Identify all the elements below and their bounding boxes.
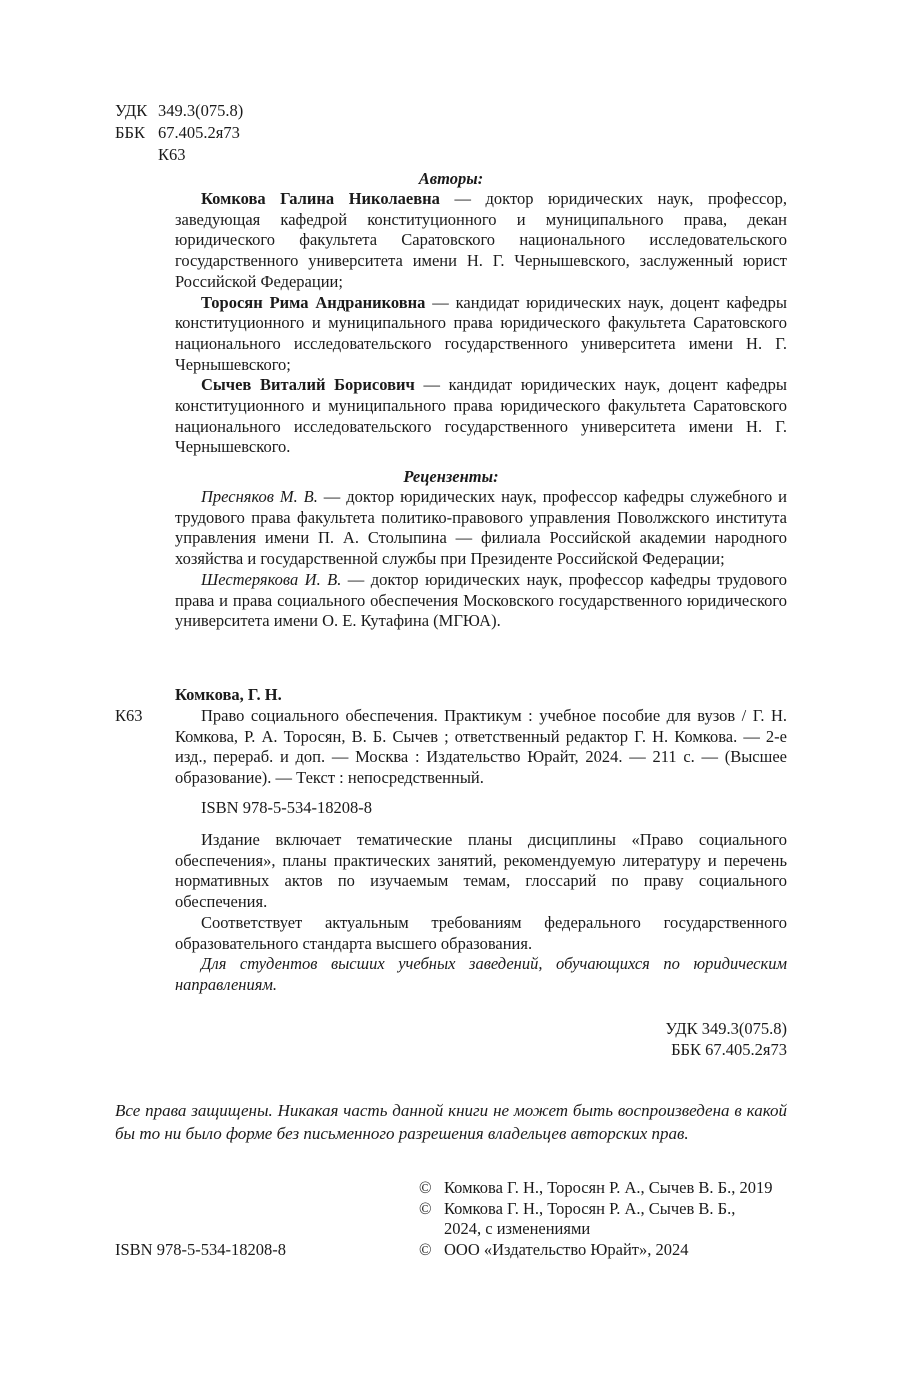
reviewer-entry (175, 487, 787, 570)
copyright-item (419, 1178, 799, 1199)
copyright-text: ООО «Издательство Юрайт», 2024 (444, 1240, 689, 1260)
author-entry (175, 375, 787, 458)
abstract-paragraph: Соответствует актуальным требованиям федерального государственного образовательного стандарта высшего образования. (175, 912, 787, 953)
author-entry (175, 189, 787, 293)
catalog-mark: К63 (115, 706, 143, 725)
catalog-udk: УДК 349.3(075.8) (665, 1019, 787, 1038)
reviewers-list (175, 487, 787, 632)
catalog-description: Право социального обеспечения. Практикум : учебное пособие для вузов / Г. Н. Комкова, Р. А. Торосян, В. Б. Сычев ; ответственный редактор Г. Н. Комкова. — 2-е изд., перераб. и доп. — Москва : Издательство Юрайт, 2024. — 211 с. — (Высшее образование). — Текст : непосредственный. (175, 706, 787, 788)
udk-value: 349.3(075.8) (158, 101, 244, 120)
udk-row (115, 100, 243, 122)
author-name: Сычев Виталий Борисович (201, 375, 415, 395)
authors-list (175, 189, 787, 458)
catalog-author-heading: Комкова, Г. Н. (175, 685, 282, 704)
catalog-description-block (175, 706, 787, 789)
reviewer-name: Пресняков М. В. (201, 487, 318, 506)
classification-codes (115, 100, 243, 166)
copyright-symbol: © (419, 1240, 432, 1260)
bbk-value: 67.405.2я73 (158, 123, 240, 142)
catalog-bbk: ББК 67.405.2я73 (671, 1040, 787, 1059)
copyright-item (419, 1199, 759, 1240)
copyright-text: Комкова Г. Н., Торосян Р. А., Сычев В. Б., 2024, с изменениями (444, 1198, 736, 1239)
rights-notice: Все права защищены. Никакая часть данной книги не может быть воспроизведена в какой бы то ни было форме без письменного разрешения владельцев авторских прав. (115, 1101, 787, 1143)
author-description: — кандидат юридических наук, доцент кафедры конституционного и муниципального права юридического факультета Саратовского национального исследовательского государственного университета имени Н. Г. Чернышевского; (175, 292, 787, 374)
audience-paragraph: Для студентов высших учебных заведений, обучающихся по юридическим направлениям. (175, 954, 787, 994)
bbk-label: ББК (115, 123, 145, 142)
reviewer-description: — доктор юридических наук, профессор кафедры служебного и трудового права факультета политико-правового управления Поволжского института управления имени П. А. Столыпина — филиала Российской академии народного хозяйства и государственной службы при Президенте Российской Федерации; (175, 487, 787, 569)
author-mark: К63 (158, 145, 186, 164)
reviewers-heading: Рецензенты: (403, 467, 499, 486)
abstract-paragraph: Издание включает тематические планы дисциплины «Право социального обеспечения», планы практических занятий, рекомендуемую литературу и перечень нормативных актов по изучаемым темам, глоссарий по праву социального обеспечения. (175, 830, 787, 912)
copyright-list (419, 1178, 799, 1261)
author-description: — кандидат юридических наук, доцент кафедры конституционного и муниципального права юридического факультета Саратовского национального исследовательского государственного университета имени Н. Г. Чернышевского. (175, 375, 787, 457)
copyright-text: Комкова Г. Н., Торосян Р. А., Сычев В. Б., 2019 (444, 1178, 773, 1197)
reviewer-entry (175, 570, 787, 632)
author-entry (175, 293, 787, 376)
copyright-symbol: © (419, 1178, 432, 1197)
reviewer-description: — доктор юридических наук, профессор кафедры трудового права и права социального обеспечения Московского государственного юридического университета имени О. Е. Кутафина (МГЮА). (175, 569, 787, 631)
reviewer-name: Шестерякова И. В. (201, 569, 342, 589)
udk-label: УДК (115, 101, 148, 120)
catalog-isbn: ISBN 978-5-534-18208-8 (201, 798, 372, 817)
author-description: — доктор юридических наук, профессор, заведующая кафедрой конституционного и муниципального права, декан юридического факультета Саратовского национального исследовательского государственного университета имени Н. Г. Чернышевского, заслуженный юрист Российской Федерации; (175, 189, 787, 291)
author-name: Торосян Рима Андраниковна (201, 292, 426, 312)
authors-heading: Авторы: (418, 169, 484, 188)
author-name: Комкова Галина Николаевна (201, 189, 440, 208)
bottom-isbn: ISBN 978-5-534-18208-8 (115, 1240, 286, 1259)
catalog-abstract (175, 830, 787, 996)
bbk-row (115, 122, 243, 144)
copyright-item (419, 1240, 799, 1261)
copyright-symbol: © (419, 1198, 432, 1218)
